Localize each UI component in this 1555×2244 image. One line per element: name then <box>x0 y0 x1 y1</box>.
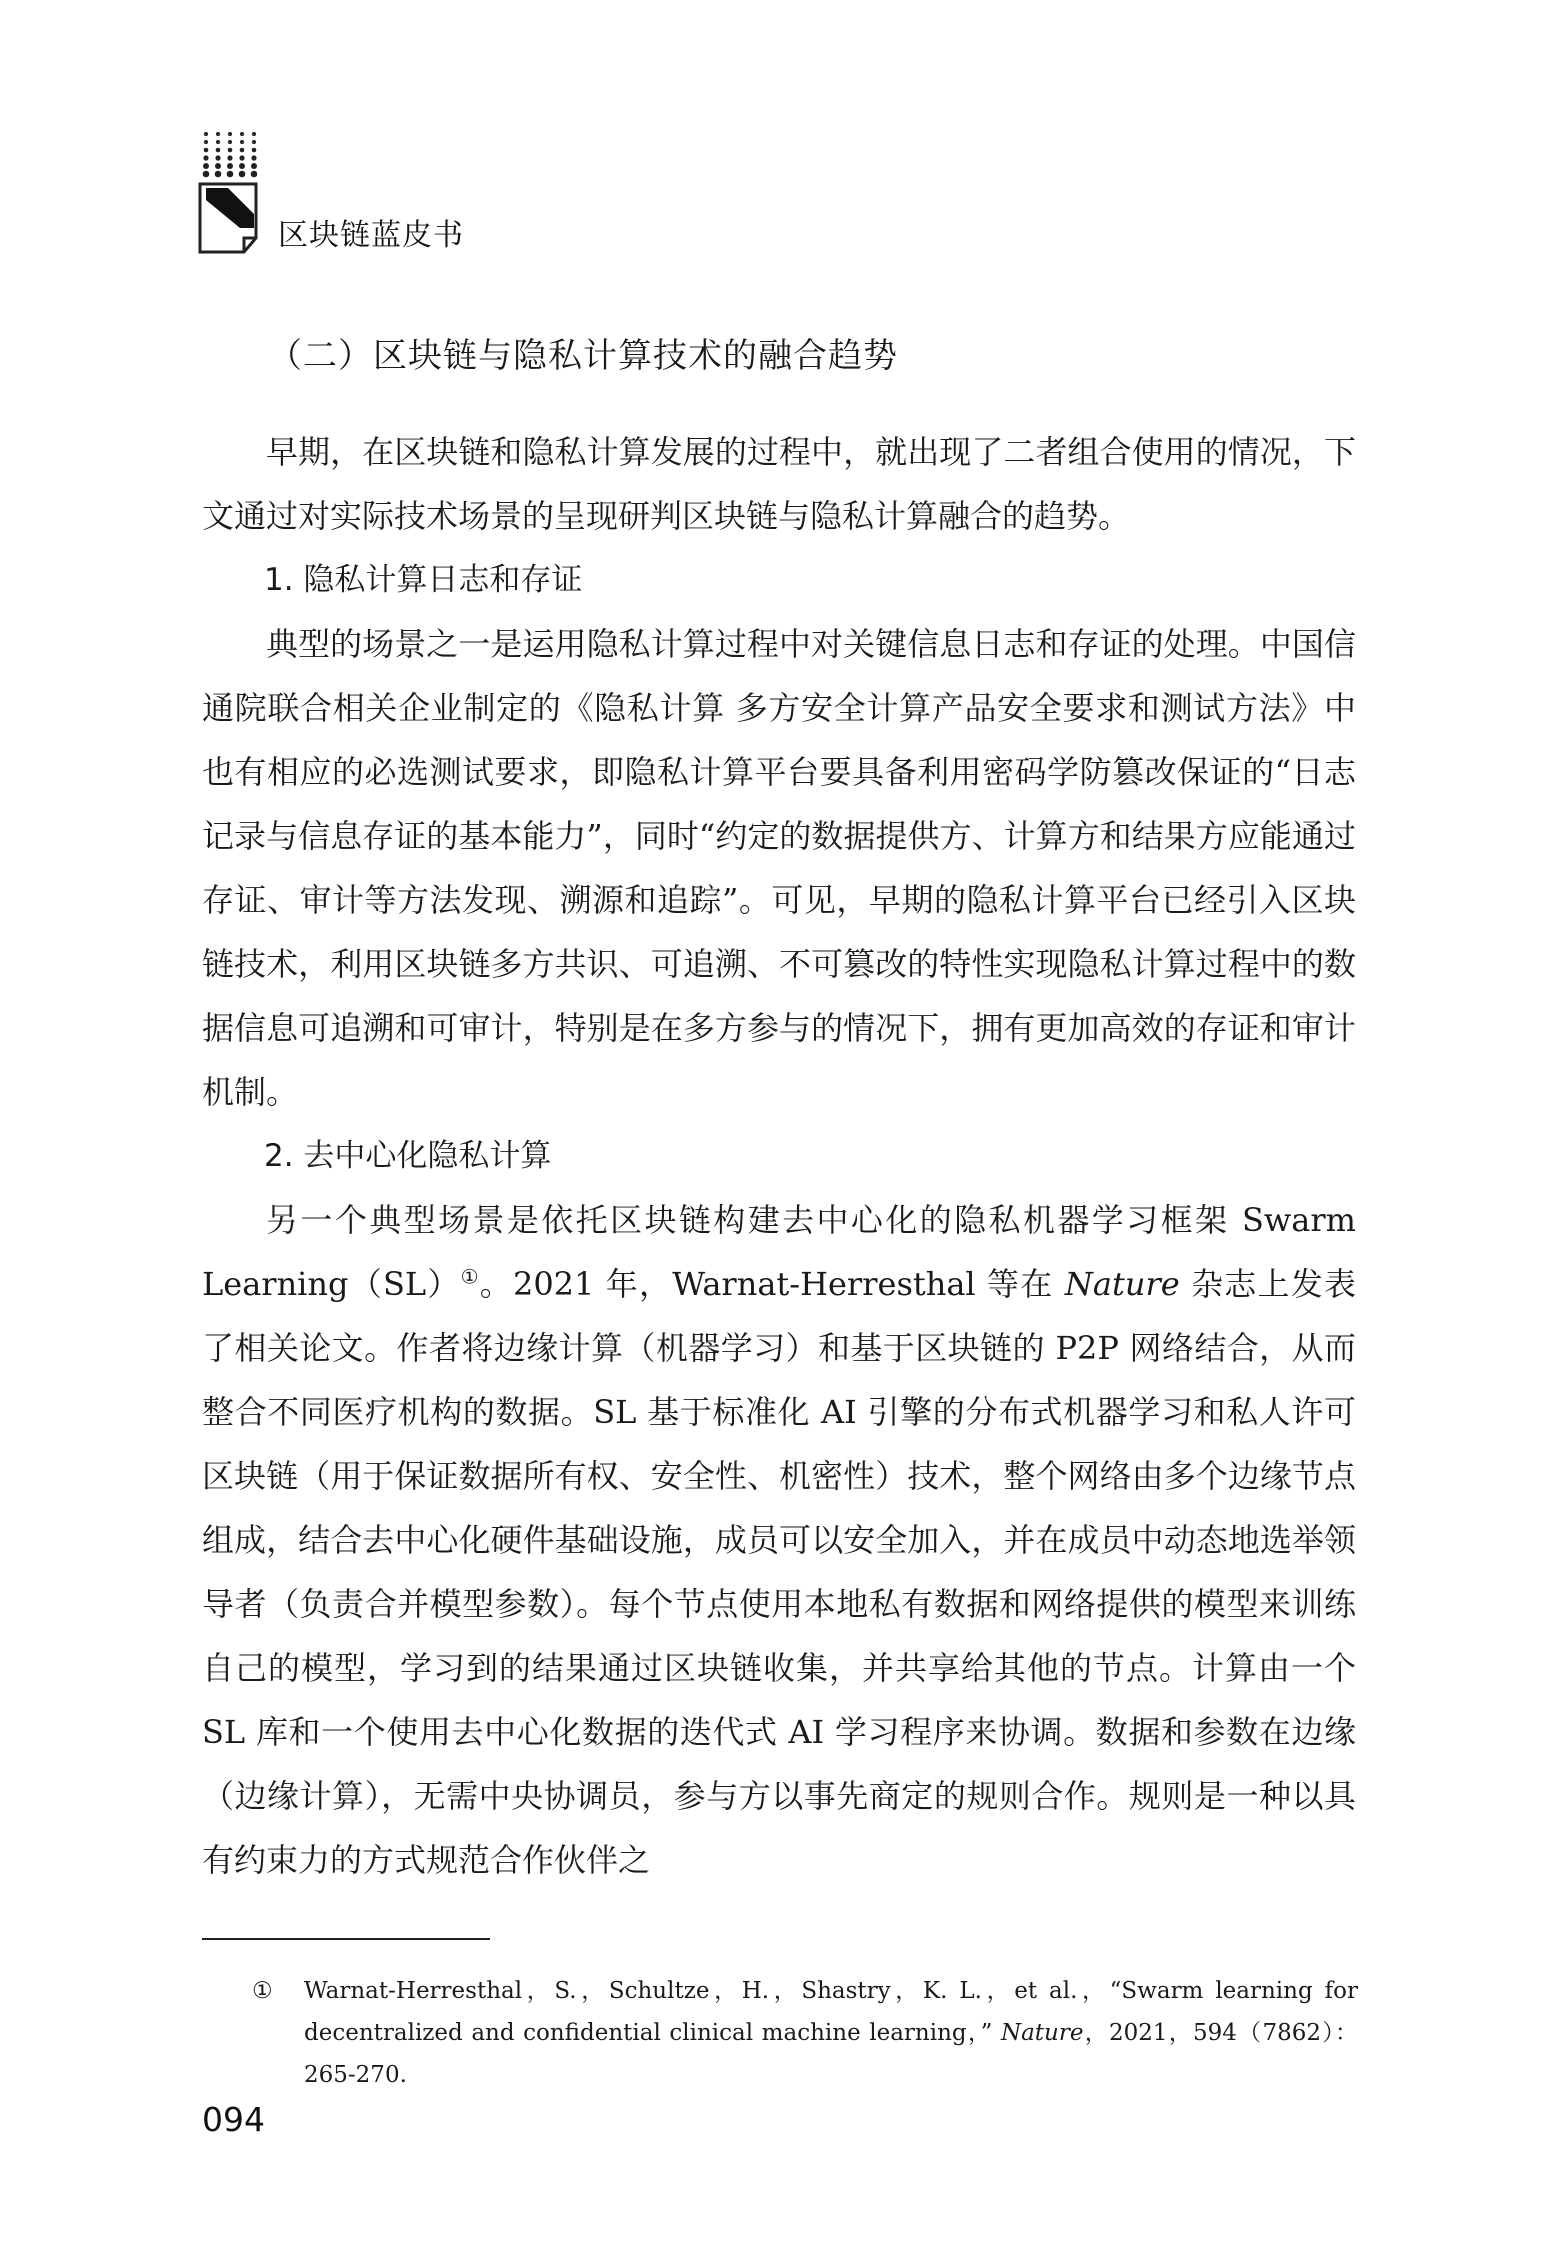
footnote-marker: ① <box>252 1978 273 2004</box>
section-heading: （二）区块链与隐私计算技术的融合趋势 <box>268 336 898 376</box>
paragraph-segment: 另一个典型场景是依托区块链构建去中心化的隐私机器学习框架 Swarm Learning（SL） <box>202 1201 1356 1303</box>
body-text <box>202 420 1356 1892</box>
footnote-journal: Nature <box>1000 2020 1084 2046</box>
subsection-paragraph-2 <box>202 1188 1356 1892</box>
journal-name: Nature <box>1064 1265 1180 1303</box>
running-header <box>196 128 496 268</box>
subsection-heading-2: 2. 去中心化隐私计算 <box>264 1138 552 1174</box>
footnote-ref: ① <box>460 1264 480 1289</box>
subsection-paragraph-1: 典型的场景之一是运用隐私计算过程中对关键信息日志和存证的处理。中国信通院联合相关企业制定的《隐私计算 多方安全计算产品安全要求和测试方法》中也有相应的必选测试要求，即隐私计算平台要具备利用密码学防篡改保证的“日志记录与信息存证的基本能力”，同时“约定的数据提供方、计算方和结果方应能通过存证、审计等方法发现、溯源和追踪”。可见，早期的隐私计算平台已经引入区块链技术，利用区块链多方共识、可追溯、不可篡改的特性实现隐私计算过程中的数据信息可追溯和可审计，特别是在多方参与的情况下，拥有更加高效的存证和审计机制。 <box>202 625 1356 1111</box>
paragraph-segment: 。2021 年，Warnat-Herresthal 等在 <box>479 1265 1065 1303</box>
page-number: 094 <box>202 2100 265 2139</box>
footnote-text <box>252 1970 1358 2096</box>
footnote-segment: ，2021，594（7862）：265-270. <box>304 2020 1358 2088</box>
footnote <box>252 1970 1358 2096</box>
paragraph-segment: 杂志上发表了相关论文。作者将边缘计算（机器学习）和基于区块链的 P2P 网络结合，从而整合不同医疗机构的数据。SL 基于标准化 AI 引擎的分布式机器学习和私人许可区块链（用于保证数据所有权、安全性、机密性）技术，整个网络由多个边缘节点组成，结合去中心化硬件基础设施，成员可以安全加入，并在成员中动态地选举领导者（负责合并模型参数）。每个节点使用本地私有数据和网络提供的模型来训练自己的模型，学习到的结果通过区块链收集，并共享给其他的节点。计算由一个 SL 库和一个使用去中心化数据的迭代式 AI 学习程序来协调。数据和参数在边缘（边缘计算），无需中央协调员，参与方以事先商定的规则合作。规则是一种以具有约束力的方式规范合作伙伴之 <box>202 1265 1356 1879</box>
book-title: 区块链蓝皮书 <box>278 218 464 253</box>
footnote-segment: Warnat-Herresthal，S.，Schultze，H.，Shastry，K. L.，et al.，“Swarm learning for decentralized and confidential clinical machine learning，” <box>304 1978 1358 2046</box>
book-corner-icon <box>196 128 276 268</box>
intro-paragraph: 早期，在区块链和隐私计算发展的过程中，就出现了二者组合使用的情况，下文通过对实际技术场景的呈现研判区块链与隐私计算融合的趋势。 <box>202 433 1356 535</box>
footnote-divider <box>202 1938 490 1940</box>
subsection-heading-1: 1. 隐私计算日志和存证 <box>264 562 583 598</box>
